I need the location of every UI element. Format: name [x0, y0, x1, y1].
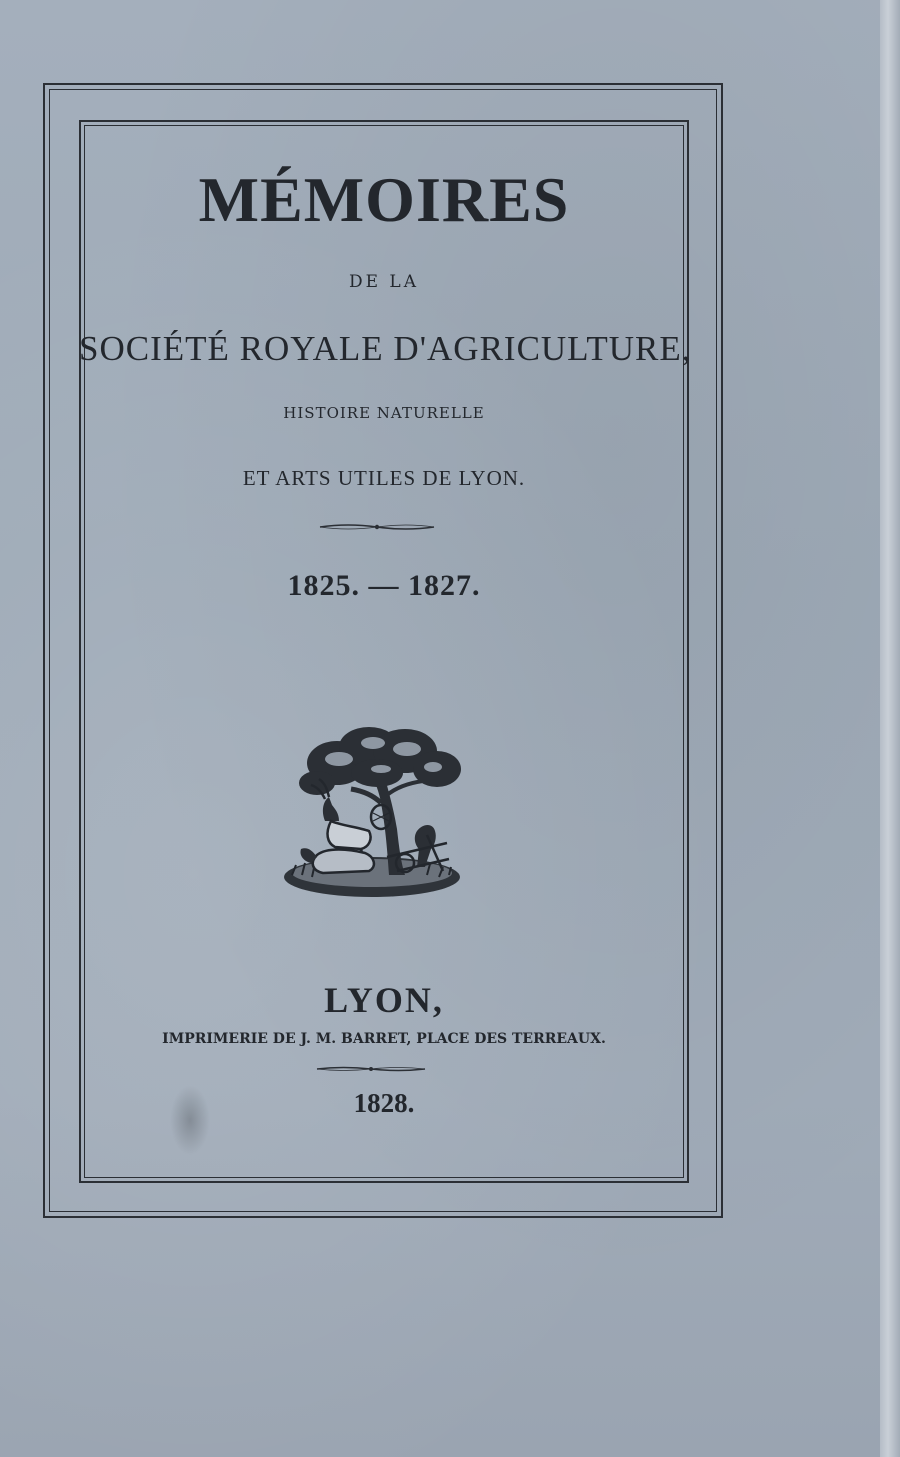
cover-arts-line: ET ARTS UTILES DE LYON. — [242, 466, 526, 490]
cover-publication-year: 1828. — [353, 1088, 415, 1118]
cover-torn-edge — [880, 0, 900, 1457]
cover-city: LYON, — [324, 980, 444, 1020]
cover-title: MÉMOIRES — [198, 164, 570, 235]
goat-under-tree-vignette-icon — [277, 725, 463, 901]
cover-printer: IMPRIMERIE DE J. M. BARRET, PLACE DES TERREAUX. — [162, 1031, 606, 1047]
ornamental-rule-bottom — [315, 1063, 427, 1075]
cover-de-la: DE LA — [348, 272, 419, 292]
cover-years: 1825. — 1827. — [287, 569, 481, 602]
cover-subtitle: HISTOIRE NATURELLE — [283, 404, 485, 422]
cover-society-name: SOCIÉTÉ ROYALE D'AGRICULTURE, — [79, 329, 692, 368]
ornamental-rule-top — [318, 520, 436, 534]
